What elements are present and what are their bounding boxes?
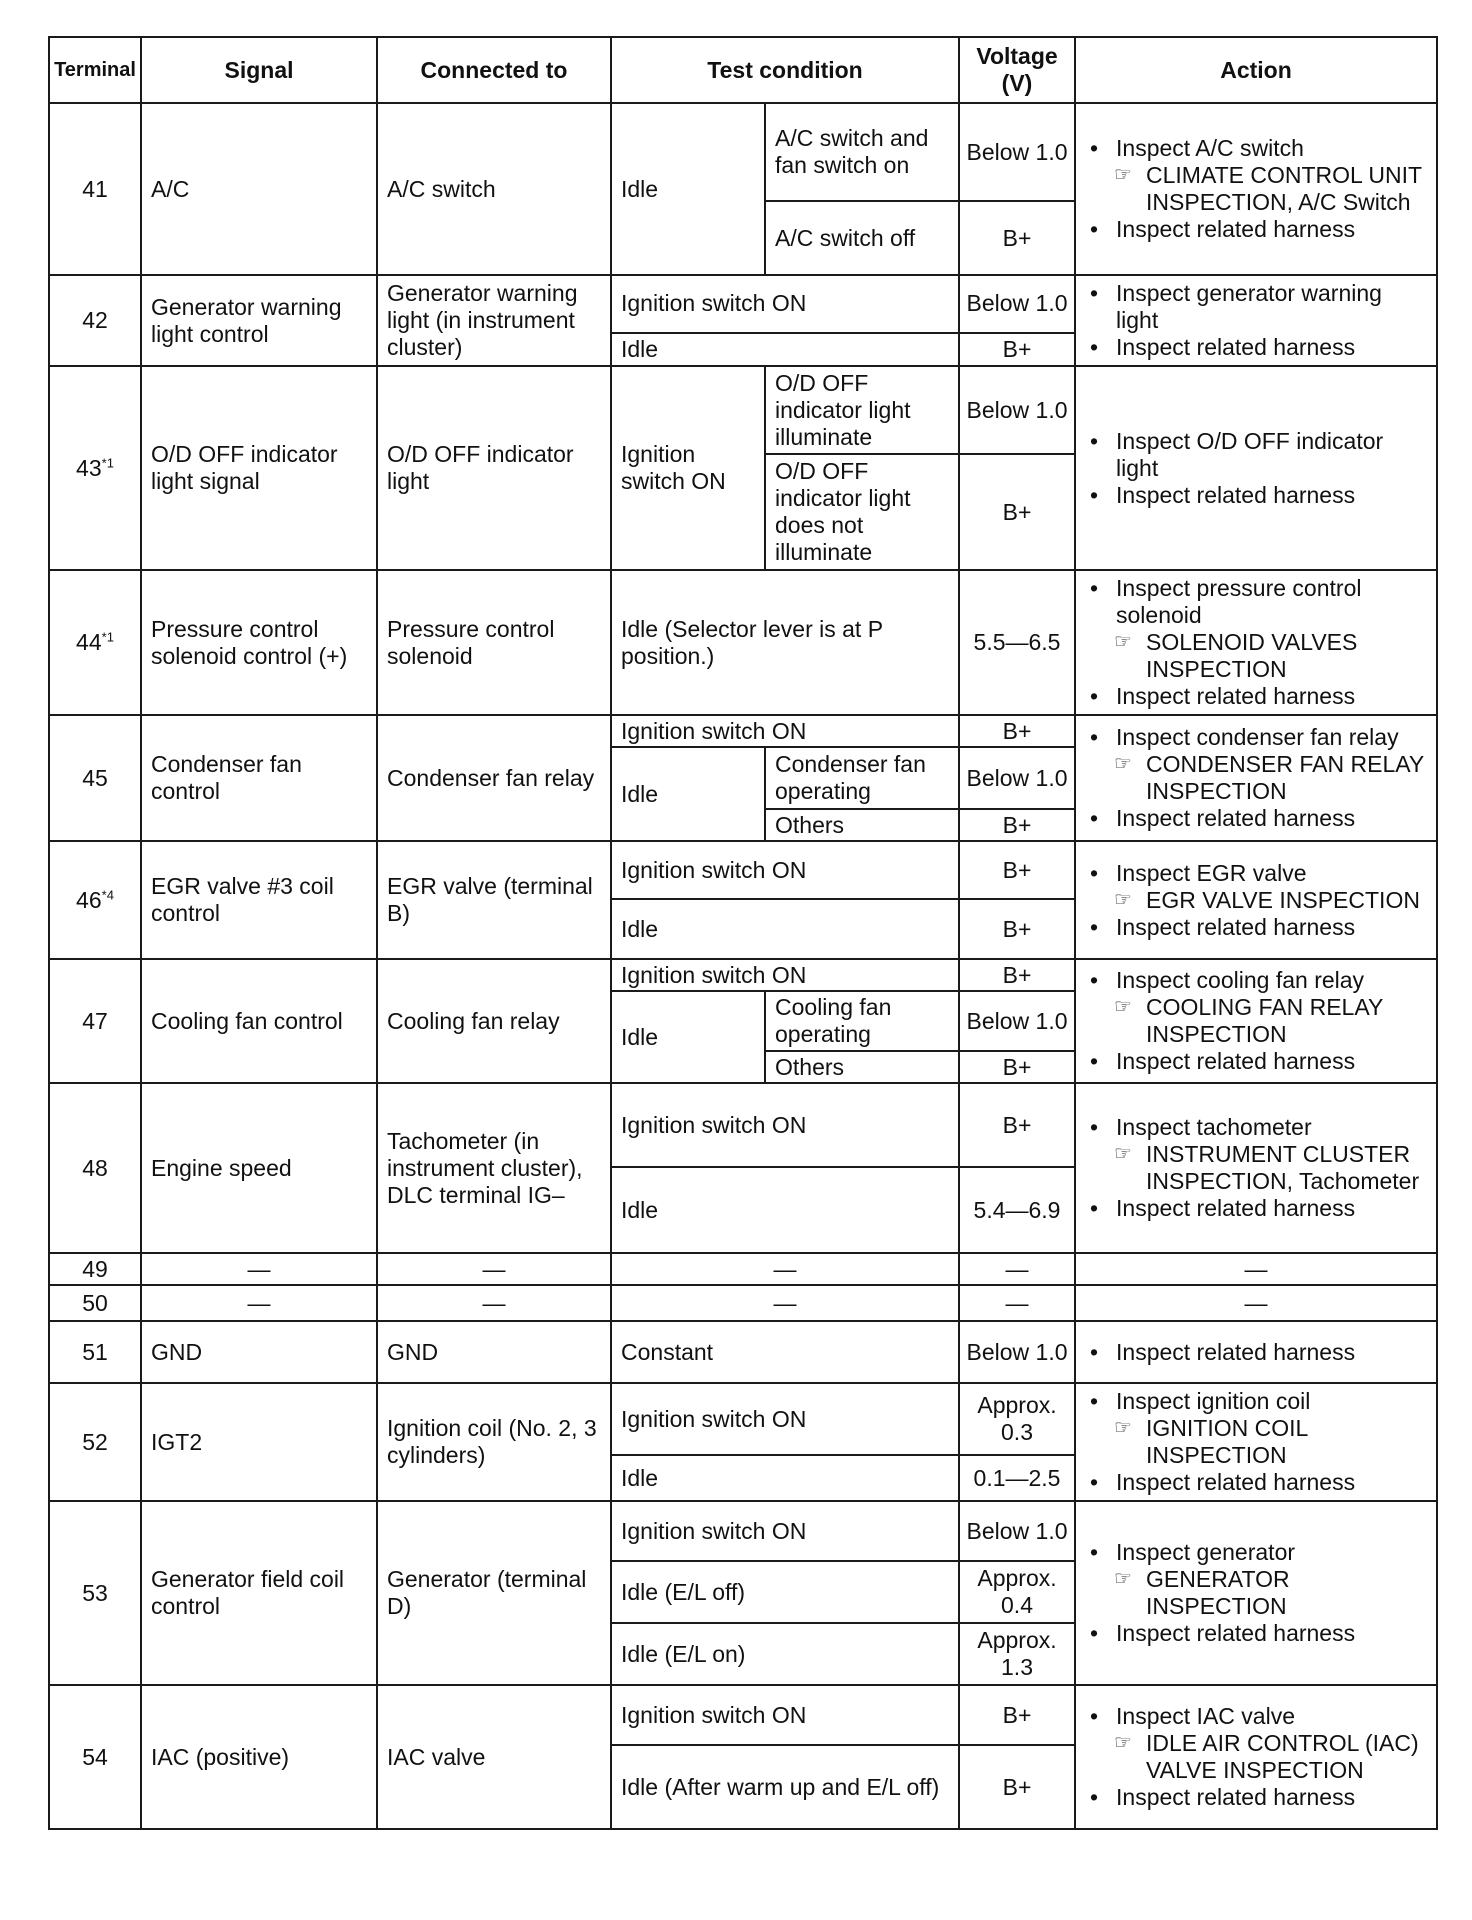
voltage-cell: Below 1.0 — [959, 103, 1075, 201]
connected-cell: Tachometer (in instrument cluster), DLC terminal IG– — [377, 1083, 611, 1253]
table-row — [49, 959, 1437, 991]
connected-cell: Pressure control solenoid — [377, 570, 611, 715]
sub-condition-cell: A/C switch off — [765, 201, 959, 275]
table-row — [49, 1083, 1437, 1167]
signal-cell: O/D OFF indicator light signal — [141, 366, 377, 570]
voltage-cell: B+ — [959, 1051, 1075, 1083]
action-item: • Inspect related harness — [1086, 1339, 1428, 1366]
header-voltage-unit: (V) — [1001, 70, 1033, 96]
condition-cell: Ignition switch ON — [611, 1383, 959, 1455]
terminal-cell: 51 — [49, 1321, 141, 1383]
condition-cell: Idle — [611, 899, 959, 959]
condition-cell: Ignition switch ON — [611, 275, 959, 333]
terminal-cell: 48 — [49, 1083, 141, 1253]
signal-cell: Pressure control solenoid control (+) — [141, 570, 377, 715]
condition-cell: Ignition switch ON — [611, 715, 959, 747]
sub-condition-cell: A/C switch and fan switch on — [765, 103, 959, 201]
action-item: • Inspect IAC valve — [1086, 1703, 1428, 1730]
condition-cell: Idle — [611, 1167, 959, 1253]
header-connected-to: Connected to — [377, 37, 611, 103]
voltage-cell: B+ — [959, 899, 1075, 959]
condition-cell: Constant — [611, 1321, 959, 1383]
connected-cell: Cooling fan relay — [377, 959, 611, 1083]
empty-dash-cell: — — [1075, 1253, 1437, 1285]
header-signal: Signal — [141, 37, 377, 103]
empty-dash-cell: — — [959, 1253, 1075, 1285]
footnote-mark: *1 — [101, 454, 114, 470]
action-item: • Inspect condenser fan relay — [1086, 724, 1428, 751]
signal-cell: Cooling fan control — [141, 959, 377, 1083]
action-item: • Inspect tachometer — [1086, 1114, 1428, 1141]
reference-link[interactable]: ☞ EGR VALVE INSPECTION — [1086, 887, 1428, 914]
sub-condition-cell: O/D OFF indicator light does not illuminate — [765, 454, 959, 570]
action-cell — [1075, 103, 1437, 275]
header-voltage-label: Voltage — [976, 43, 1058, 69]
table-row — [49, 366, 1437, 454]
voltage-cell: B+ — [959, 715, 1075, 747]
reference-link[interactable]: ☞ IGNITION COIL INSPECTION — [1086, 1415, 1428, 1469]
condition-cell: Idle (E/L off) — [611, 1561, 959, 1623]
terminal-cell: 49 — [49, 1253, 141, 1285]
footnote-mark: *1 — [101, 629, 114, 645]
signal-cell: Generator field coil control — [141, 1501, 377, 1685]
condition-cell: Ignition switch ON — [611, 1083, 959, 1167]
action-cell — [1075, 1083, 1437, 1253]
action-item: • Inspect related harness — [1086, 1784, 1428, 1811]
terminal-voltage-table — [48, 36, 1438, 1830]
condition-cell: Ignition switch ON — [611, 1501, 959, 1561]
action-cell — [1075, 959, 1437, 1083]
action-item: • Inspect related harness — [1086, 1195, 1428, 1222]
empty-dash-cell: — — [377, 1253, 611, 1285]
voltage-cell: Below 1.0 — [959, 366, 1075, 454]
condition-cell: Idle — [611, 103, 765, 275]
action-cell — [1075, 275, 1437, 366]
table-row — [49, 1501, 1437, 1561]
header-row — [49, 37, 1437, 103]
voltage-cell: B+ — [959, 1745, 1075, 1829]
terminal-cell: 54 — [49, 1685, 141, 1829]
connected-cell: Generator warning light (in instrument cluster) — [377, 275, 611, 366]
header-action: Action — [1075, 37, 1437, 103]
condition-cell: Idle (After warm up and E/L off) — [611, 1745, 959, 1829]
reference-link[interactable]: ☞ INSTRUMENT CLUSTER INSPECTION, Tachometer — [1086, 1141, 1428, 1195]
condition-cell: Idle — [611, 747, 765, 841]
signal-cell: IAC (positive) — [141, 1685, 377, 1829]
action-item: • Inspect generator warning light — [1086, 280, 1428, 334]
voltage-cell: B+ — [959, 959, 1075, 991]
voltage-cell: B+ — [959, 201, 1075, 275]
table-row — [49, 103, 1437, 201]
action-item: • Inspect related harness — [1086, 1620, 1428, 1647]
condition-cell: Ignition switch ON — [611, 841, 959, 899]
terminal-number: 43 — [76, 454, 102, 481]
action-item: • Inspect related harness — [1086, 482, 1428, 509]
connected-cell: O/D OFF indicator light — [377, 366, 611, 570]
reference-link[interactable]: ☞ GENERATOR INSPECTION — [1086, 1566, 1428, 1620]
action-item: • Inspect related harness — [1086, 1048, 1428, 1075]
voltage-cell: Approx. 0.3 — [959, 1383, 1075, 1455]
terminal-cell: 52 — [49, 1383, 141, 1501]
action-cell — [1075, 715, 1437, 841]
table-row — [49, 275, 1437, 333]
voltage-cell: B+ — [959, 1685, 1075, 1745]
action-item: • Inspect related harness — [1086, 334, 1428, 361]
empty-dash-cell: — — [1075, 1285, 1437, 1321]
action-cell — [1075, 366, 1437, 570]
terminal-number: 44 — [76, 629, 102, 655]
action-cell — [1075, 1501, 1437, 1685]
table-row — [49, 715, 1437, 747]
voltage-cell: Below 1.0 — [959, 747, 1075, 809]
signal-cell: Generator warning light control — [141, 275, 377, 366]
header-terminal: Terminal — [49, 37, 141, 103]
condition-cell: Ignition switch ON — [611, 1685, 959, 1745]
voltage-cell: Approx. 0.4 — [959, 1561, 1075, 1623]
empty-dash-cell: — — [611, 1285, 959, 1321]
table-row — [49, 1685, 1437, 1745]
action-cell — [1075, 841, 1437, 959]
terminal-cell — [49, 570, 141, 715]
signal-cell: GND — [141, 1321, 377, 1383]
reference-link[interactable]: ☞ CONDENSER FAN RELAY INSPECTION — [1086, 751, 1428, 805]
reference-link[interactable]: ☞ SOLENOID VALVES INSPECTION — [1086, 629, 1428, 683]
empty-dash-cell: — — [959, 1285, 1075, 1321]
terminal-cell: 47 — [49, 959, 141, 1083]
action-item: • Inspect pressure control solenoid — [1086, 575, 1428, 629]
empty-dash-cell: — — [141, 1253, 377, 1285]
voltage-cell: B+ — [959, 454, 1075, 570]
condition-cell: Idle — [611, 1455, 959, 1501]
terminal-cell: 45 — [49, 715, 141, 841]
empty-dash-cell: — — [377, 1285, 611, 1321]
signal-cell: A/C — [141, 103, 377, 275]
action-item: • Inspect related harness — [1086, 683, 1428, 710]
header-voltage — [959, 37, 1075, 103]
terminal-cell: 42 — [49, 275, 141, 366]
empty-dash-cell: — — [611, 1253, 959, 1285]
action-item: • Inspect related harness — [1086, 216, 1428, 243]
terminal-cell: 41 — [49, 103, 141, 275]
reference-link[interactable]: ☞ IDLE AIR CONTROL (IAC) VALVE INSPECTION — [1086, 1730, 1428, 1784]
action-item: • Inspect generator — [1086, 1539, 1428, 1566]
voltage-cell: Below 1.0 — [959, 1501, 1075, 1561]
voltage-cell: 0.1—2.5 — [959, 1455, 1075, 1501]
voltage-cell: B+ — [959, 809, 1075, 841]
terminal-cell — [49, 841, 141, 959]
action-cell — [1075, 1685, 1437, 1829]
action-item: • Inspect A/C switch — [1086, 135, 1428, 162]
signal-cell: Engine speed — [141, 1083, 377, 1253]
reference-link[interactable]: ☞ COOLING FAN RELAY INSPECTION — [1086, 994, 1428, 1048]
table-row — [49, 1321, 1437, 1383]
sub-condition-cell: Others — [765, 1051, 959, 1083]
voltage-cell: B+ — [959, 333, 1075, 366]
reference-link[interactable]: ☞ CLIMATE CONTROL UNIT INSPECTION, A/C Switch — [1086, 162, 1428, 216]
connected-cell: GND — [377, 1321, 611, 1383]
terminal-cell: 50 — [49, 1285, 141, 1321]
voltage-cell: B+ — [959, 1083, 1075, 1167]
action-item: • Inspect ignition coil — [1086, 1388, 1428, 1415]
action-item: • Inspect EGR valve — [1086, 860, 1428, 887]
terminal-number: 46 — [76, 886, 102, 913]
condition-cell: Ignition switch ON — [611, 366, 765, 570]
voltage-cell: 5.5—6.5 — [959, 570, 1075, 715]
table-row — [49, 1253, 1437, 1285]
condition-cell: Idle (Selector lever is at P position.) — [611, 570, 959, 715]
connected-cell: IAC valve — [377, 1685, 611, 1829]
condition-cell: Idle — [611, 991, 765, 1083]
connected-cell: EGR valve (terminal B) — [377, 841, 611, 959]
action-item: • Inspect cooling fan relay — [1086, 967, 1428, 994]
voltage-cell: B+ — [959, 841, 1075, 899]
action-item: • Inspect O/D OFF indicator light — [1086, 428, 1428, 482]
terminal-cell: 53 — [49, 1501, 141, 1685]
footnote-mark: *4 — [101, 886, 114, 902]
sub-condition-cell: Condenser fan operating — [765, 747, 959, 809]
signal-cell: Condenser fan control — [141, 715, 377, 841]
condition-cell: Idle (E/L on) — [611, 1623, 959, 1685]
connected-cell: Condenser fan relay — [377, 715, 611, 841]
signal-cell: IGT2 — [141, 1383, 377, 1501]
sub-condition-cell: Others — [765, 809, 959, 841]
action-cell — [1075, 570, 1437, 715]
terminal-cell — [49, 366, 141, 570]
action-item: • Inspect related harness — [1086, 805, 1428, 832]
voltage-cell: Below 1.0 — [959, 991, 1075, 1051]
connected-cell: A/C switch — [377, 103, 611, 275]
action-cell — [1075, 1383, 1437, 1501]
table-row — [49, 841, 1437, 899]
condition-cell: Ignition switch ON — [611, 959, 959, 991]
table-row — [49, 570, 1437, 715]
voltage-cell: Approx. 1.3 — [959, 1623, 1075, 1685]
action-cell — [1075, 1321, 1437, 1383]
voltage-cell: 5.4—6.9 — [959, 1167, 1075, 1253]
action-item: • Inspect related harness — [1086, 914, 1428, 941]
signal-cell: EGR valve #3 coil control — [141, 841, 377, 959]
empty-dash-cell: — — [141, 1285, 377, 1321]
condition-cell: Idle — [611, 333, 959, 366]
table-row — [49, 1285, 1437, 1321]
connected-cell: Ignition coil (No. 2, 3 cylinders) — [377, 1383, 611, 1501]
voltage-cell: Below 1.0 — [959, 275, 1075, 333]
voltage-cell: Below 1.0 — [959, 1321, 1075, 1383]
terminal-voltage-table-page — [48, 36, 1436, 1830]
action-item: • Inspect related harness — [1086, 1469, 1428, 1496]
sub-condition-cell: O/D OFF indicator light illuminate — [765, 366, 959, 454]
sub-condition-cell: Cooling fan operating — [765, 991, 959, 1051]
table-row — [49, 1383, 1437, 1455]
header-test-condition: Test condition — [611, 37, 959, 103]
connected-cell: Generator (terminal D) — [377, 1501, 611, 1685]
